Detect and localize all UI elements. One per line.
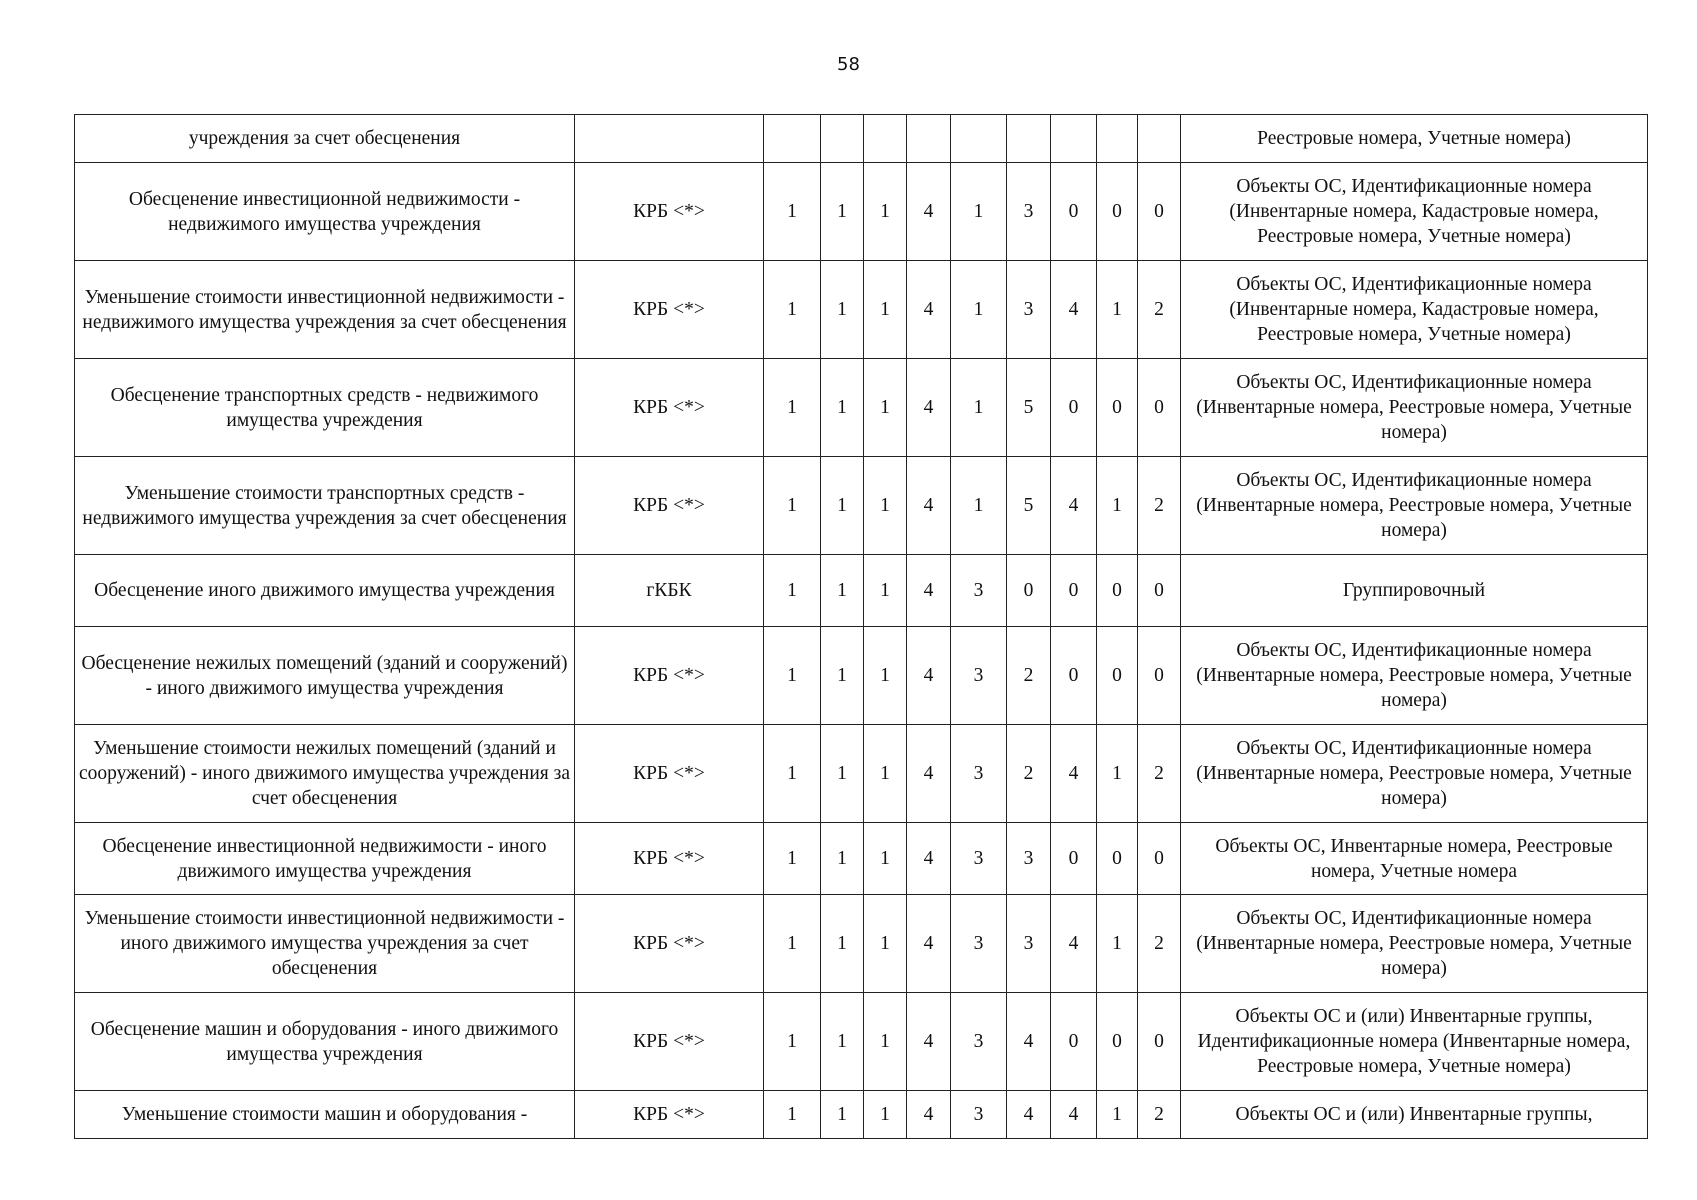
table-row	[75, 895, 1648, 993]
account-digit-cell: 1	[764, 457, 821, 555]
account-digit-cell: 1	[821, 163, 864, 261]
account-digit-cell	[864, 115, 907, 163]
account-digit-cell: 4	[1051, 457, 1097, 555]
account-digit-cell: 0	[1138, 359, 1181, 457]
account-digit-cell: 1	[764, 261, 821, 359]
account-digit-cell: 2	[1138, 1091, 1181, 1139]
page-number: 58	[837, 54, 860, 75]
account-digit-cell	[1007, 115, 1051, 163]
table-body	[75, 115, 1648, 1139]
account-digit-cell	[1051, 115, 1097, 163]
account-digit-cell: 0	[1097, 163, 1138, 261]
account-digit-cell: 5	[1007, 359, 1051, 457]
account-digit-cell: 0	[1138, 163, 1181, 261]
account-digit-cell: 1	[864, 163, 907, 261]
account-digit-cell: 2	[1138, 261, 1181, 359]
account-digit-cell: 0	[1138, 555, 1181, 627]
account-digit-cell: 0	[1097, 359, 1138, 457]
analytics-cell: Объекты ОС, Идентификационные номера (Инвентарные номера, Реестровые номера, Учетные номера)	[1181, 359, 1648, 457]
account-digit-cell: 1	[951, 163, 1007, 261]
analytics-cell: Объекты ОС и (или) Инвентарные группы,	[1181, 1091, 1648, 1139]
account-digit-cell: 4	[907, 895, 951, 993]
account-digit-cell: 0	[1051, 163, 1097, 261]
account-digit-cell: 2	[1007, 725, 1051, 823]
account-digit-cell: 0	[1051, 823, 1097, 895]
account-digit-cell: 3	[951, 895, 1007, 993]
account-digit-cell: 1	[864, 627, 907, 725]
account-digit-cell: 4	[1007, 1091, 1051, 1139]
account-digit-cell: 1	[1097, 895, 1138, 993]
account-digit-cell: 1	[951, 457, 1007, 555]
account-digit-cell: 4	[1051, 895, 1097, 993]
account-digit-cell: 3	[1007, 823, 1051, 895]
table-row	[75, 993, 1648, 1091]
account-digit-cell: 3	[951, 993, 1007, 1091]
account-digit-cell: 1	[764, 359, 821, 457]
account-digit-cell: 1	[764, 725, 821, 823]
account-digit-cell: 4	[1051, 261, 1097, 359]
account-digit-cell: 1	[821, 359, 864, 457]
account-digit-cell: 4	[907, 725, 951, 823]
account-digit-cell: 1	[821, 555, 864, 627]
account-digit-cell: 1	[764, 555, 821, 627]
account-digit-cell: 1	[764, 627, 821, 725]
account-digit-cell: 2	[1007, 627, 1051, 725]
account-name-cell: учреждения за счет обесценения	[75, 115, 575, 163]
account-digit-cell: 4	[1051, 725, 1097, 823]
account-digit-cell	[1097, 115, 1138, 163]
account-digit-cell: 1	[821, 895, 864, 993]
analytics-cell: Объекты ОС, Идентификационные номера (Инвентарные номера, Реестровые номера, Учетные номера)	[1181, 895, 1648, 993]
account-digit-cell: 1	[821, 261, 864, 359]
account-digit-cell	[907, 115, 951, 163]
account-digit-cell: 0	[1138, 993, 1181, 1091]
code-type-cell	[575, 115, 764, 163]
code-type-cell: КРБ <*>	[575, 163, 764, 261]
table-row	[75, 261, 1648, 359]
analytics-cell: Объекты ОС, Инвентарные номера, Реестровые номера, Учетные номера	[1181, 823, 1648, 895]
account-digit-cell: 2	[1138, 895, 1181, 993]
account-name-cell: Обесценение инвестиционной недвижимости - недвижимого имущества учреждения	[75, 163, 575, 261]
table-row	[75, 163, 1648, 261]
code-type-cell: КРБ <*>	[575, 359, 764, 457]
account-digit-cell: 0	[1097, 823, 1138, 895]
account-digit-cell: 1	[764, 1091, 821, 1139]
account-digit-cell: 3	[951, 555, 1007, 627]
code-type-cell: гКБК	[575, 555, 764, 627]
account-name-cell: Обесценение иного движимого имущества учреждения	[75, 555, 575, 627]
account-digit-cell: 4	[907, 555, 951, 627]
account-digit-cell: 4	[907, 823, 951, 895]
account-digit-cell: 3	[951, 725, 1007, 823]
account-digit-cell: 1	[864, 823, 907, 895]
account-digit-cell: 1	[951, 261, 1007, 359]
account-digit-cell: 4	[907, 261, 951, 359]
account-name-cell: Обесценение инвестиционной недвижимости - иного движимого имущества учреждения	[75, 823, 575, 895]
code-type-cell: КРБ <*>	[575, 895, 764, 993]
account-digit-cell: 4	[907, 457, 951, 555]
code-type-cell: КРБ <*>	[575, 725, 764, 823]
account-name-cell: Уменьшение стоимости нежилых помещений (зданий и сооружений) - иного движимого имущества учреждения за счет обесценения	[75, 725, 575, 823]
analytics-cell: Объекты ОС и (или) Инвентарные группы, Идентификационные номера (Инвентарные номера, Реестровые номера, Учетные номера)	[1181, 993, 1648, 1091]
account-digit-cell: 0	[1138, 627, 1181, 725]
account-digit-cell: 0	[1051, 993, 1097, 1091]
account-digit-cell: 1	[764, 895, 821, 993]
account-digit-cell	[821, 115, 864, 163]
code-type-cell: КРБ <*>	[575, 823, 764, 895]
account-digit-cell	[1138, 115, 1181, 163]
table-row	[75, 1091, 1648, 1139]
table-row	[75, 555, 1648, 627]
account-digit-cell: 4	[907, 627, 951, 725]
code-type-cell: КРБ <*>	[575, 627, 764, 725]
account-digit-cell: 1	[864, 993, 907, 1091]
account-digit-cell: 1	[821, 627, 864, 725]
table-row	[75, 457, 1648, 555]
account-digit-cell: 1	[821, 823, 864, 895]
account-name-cell: Уменьшение стоимости транспортных средств - недвижимого имущества учреждения за счет обесценения	[75, 457, 575, 555]
account-digit-cell: 0	[1138, 823, 1181, 895]
table-row	[75, 115, 1648, 163]
account-digit-cell: 0	[1051, 555, 1097, 627]
account-digit-cell	[764, 115, 821, 163]
account-digit-cell: 1	[864, 1091, 907, 1139]
accounts-table	[74, 114, 1648, 1139]
account-digit-cell: 0	[1097, 555, 1138, 627]
account-digit-cell: 3	[951, 823, 1007, 895]
analytics-cell: Объекты ОС, Идентификационные номера (Инвентарные номера, Реестровые номера, Учетные номера)	[1181, 725, 1648, 823]
account-digit-cell: 4	[1051, 1091, 1097, 1139]
account-digit-cell: 1	[864, 261, 907, 359]
table-row	[75, 627, 1648, 725]
analytics-cell: Объекты ОС, Идентификационные номера (Инвентарные номера, Реестровые номера, Учетные номера)	[1181, 457, 1648, 555]
table-row	[75, 725, 1648, 823]
account-digit-cell: 3	[951, 627, 1007, 725]
account-digit-cell: 1	[1097, 457, 1138, 555]
account-digit-cell: 0	[1097, 993, 1138, 1091]
account-digit-cell: 1	[821, 993, 864, 1091]
analytics-cell: Объекты ОС, Идентификационные номера (Инвентарные номера, Кадастровые номера, Реестровые номера, Учетные номера)	[1181, 261, 1648, 359]
account-digit-cell: 4	[907, 163, 951, 261]
account-digit-cell: 3	[1007, 895, 1051, 993]
account-digit-cell: 5	[1007, 457, 1051, 555]
account-digit-cell: 1	[1097, 261, 1138, 359]
account-name-cell: Уменьшение стоимости инвестиционной недвижимости - недвижимого имущества учреждения за счет обесценения	[75, 261, 575, 359]
account-digit-cell: 0	[1007, 555, 1051, 627]
account-digit-cell: 1	[1097, 1091, 1138, 1139]
code-type-cell: КРБ <*>	[575, 457, 764, 555]
account-digit-cell: 1	[764, 823, 821, 895]
account-digit-cell: 1	[864, 457, 907, 555]
account-digit-cell: 0	[1097, 627, 1138, 725]
account-digit-cell: 1	[864, 725, 907, 823]
account-digit-cell: 3	[951, 1091, 1007, 1139]
account-digit-cell: 1	[764, 163, 821, 261]
table-row	[75, 823, 1648, 895]
account-digit-cell: 0	[1051, 627, 1097, 725]
account-digit-cell: 0	[1051, 359, 1097, 457]
code-type-cell: КРБ <*>	[575, 993, 764, 1091]
analytics-cell: Группировочный	[1181, 555, 1648, 627]
account-digit-cell: 1	[821, 725, 864, 823]
account-digit-cell: 1	[864, 359, 907, 457]
account-digit-cell: 4	[907, 359, 951, 457]
account-name-cell: Уменьшение стоимости инвестиционной недвижимости - иного движимого имущества учреждения за счет обесценения	[75, 895, 575, 993]
account-digit-cell: 3	[1007, 261, 1051, 359]
code-type-cell: КРБ <*>	[575, 1091, 764, 1139]
table-row	[75, 359, 1648, 457]
account-name-cell: Обесценение транспортных средств - недвижимого имущества учреждения	[75, 359, 575, 457]
account-digit-cell: 1	[821, 1091, 864, 1139]
account-digit-cell: 4	[907, 1091, 951, 1139]
account-digit-cell: 4	[907, 993, 951, 1091]
account-name-cell: Обесценение нежилых помещений (зданий и сооружений) - иного движимого имущества учреждения	[75, 627, 575, 725]
account-name-cell: Обесценение машин и оборудования - иного движимого имущества учреждения	[75, 993, 575, 1091]
analytics-cell: Объекты ОС, Идентификационные номера (Инвентарные номера, Реестровые номера, Учетные номера)	[1181, 627, 1648, 725]
account-digit-cell: 4	[1007, 993, 1051, 1091]
account-digit-cell: 1	[864, 895, 907, 993]
analytics-cell: Реестровые номера, Учетные номера)	[1181, 115, 1648, 163]
code-type-cell: КРБ <*>	[575, 261, 764, 359]
account-digit-cell: 1	[821, 457, 864, 555]
account-digit-cell: 1	[1097, 725, 1138, 823]
account-digit-cell: 2	[1138, 725, 1181, 823]
account-digit-cell: 2	[1138, 457, 1181, 555]
account-digit-cell: 1	[764, 993, 821, 1091]
account-digit-cell: 1	[864, 555, 907, 627]
account-digit-cell: 3	[1007, 163, 1051, 261]
analytics-cell: Объекты ОС, Идентификационные номера (Инвентарные номера, Кадастровые номера, Реестровые номера, Учетные номера)	[1181, 163, 1648, 261]
account-digit-cell: 1	[951, 359, 1007, 457]
account-name-cell: Уменьшение стоимости машин и оборудования -	[75, 1091, 575, 1139]
account-digit-cell	[951, 115, 1007, 163]
